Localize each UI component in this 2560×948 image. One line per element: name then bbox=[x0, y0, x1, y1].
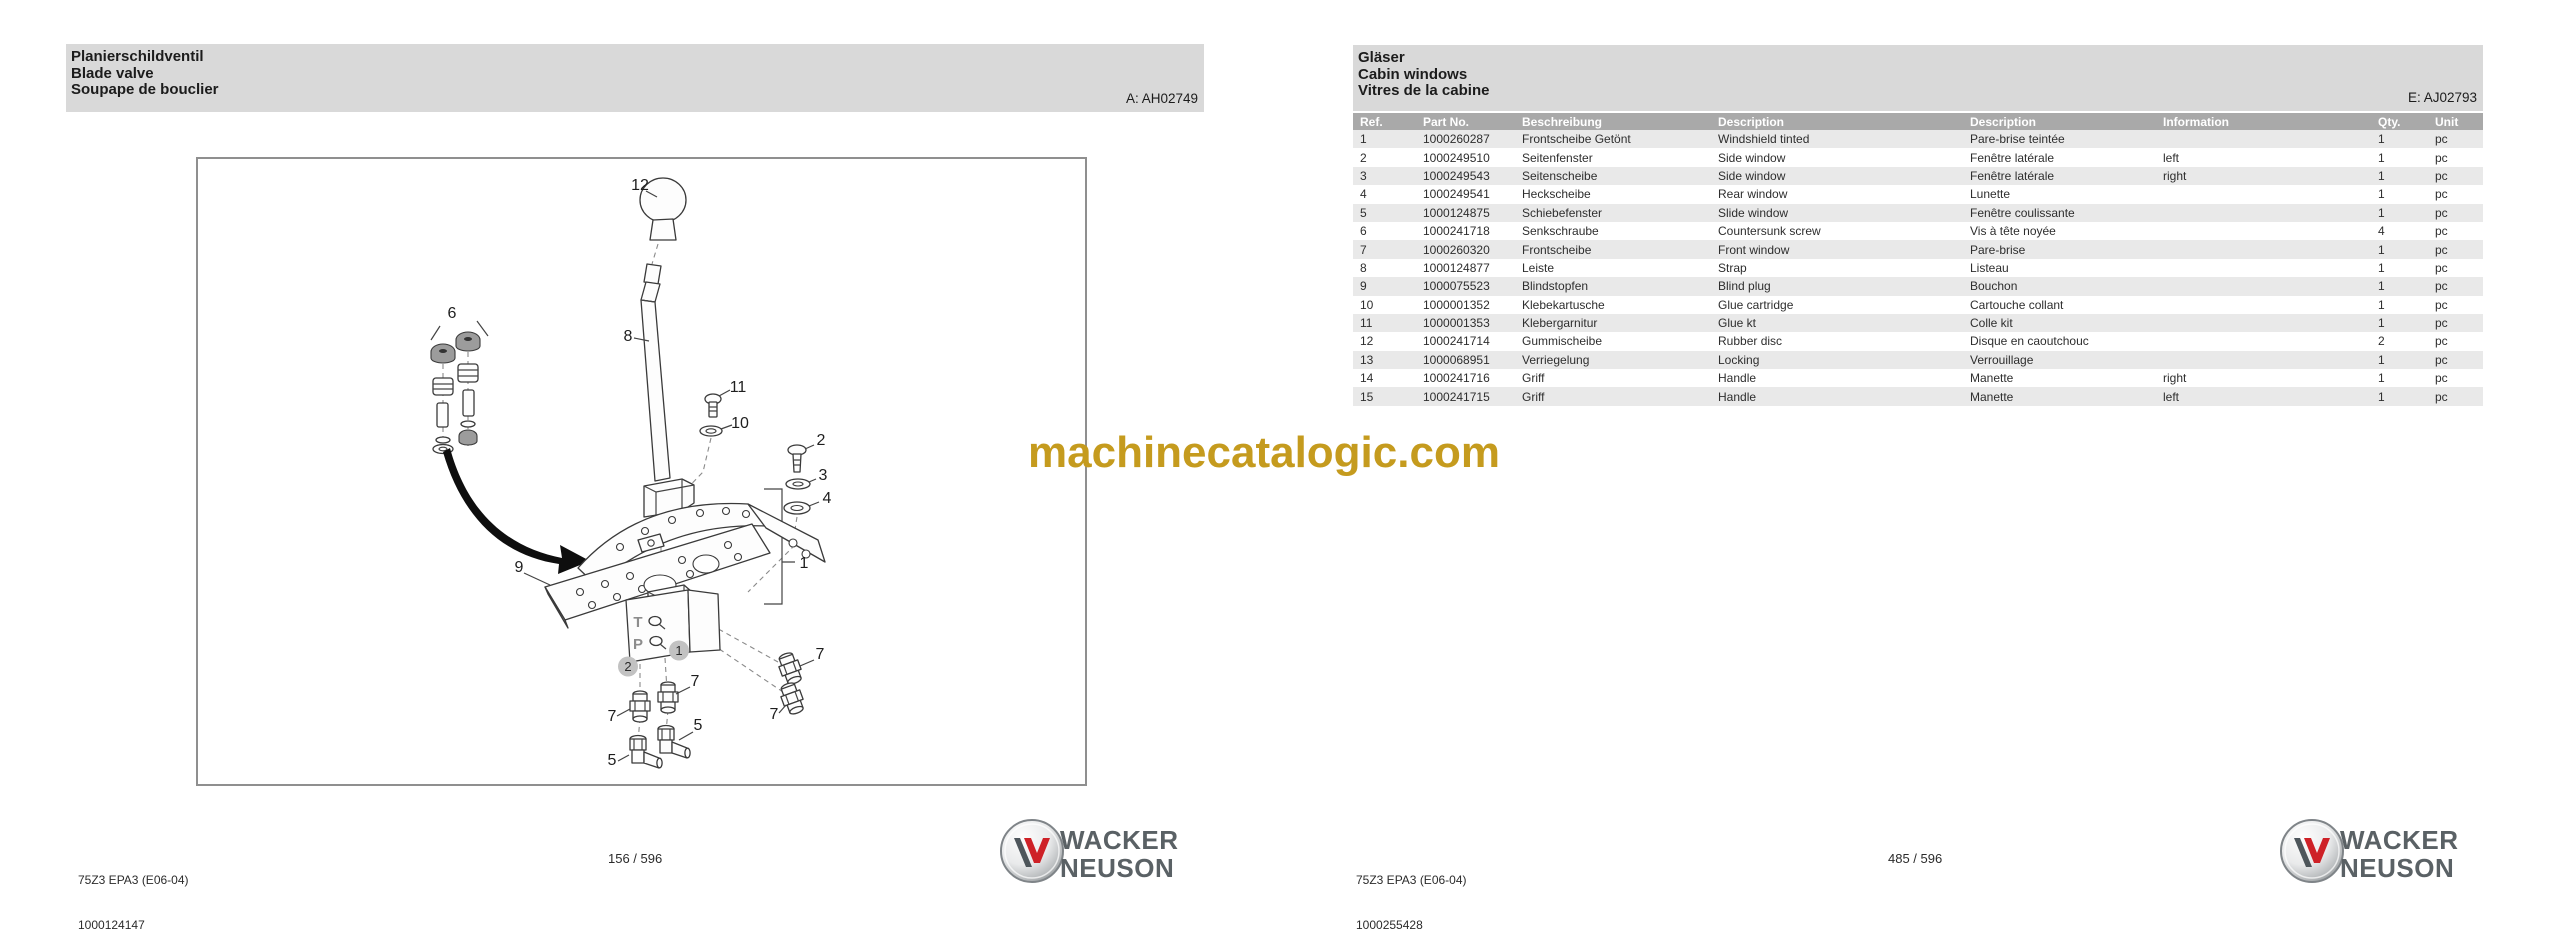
cell-qty: 1 bbox=[2378, 352, 2385, 367]
cell-part-no: 1000075523 bbox=[1423, 279, 1490, 294]
cell-description-en: Side window bbox=[1718, 150, 1786, 165]
cell-unit: pc bbox=[2435, 150, 2448, 165]
left-footer-meta bbox=[78, 843, 189, 948]
cell-ref: 14 bbox=[1360, 371, 1374, 386]
cell-unit: pc bbox=[2435, 205, 2448, 220]
cell-beschreibung: Blindstopfen bbox=[1522, 279, 1589, 294]
title-french: Soupape de bouclier bbox=[71, 81, 219, 98]
cell-qty: 1 bbox=[2378, 371, 2385, 386]
title-french: Vitres de la cabine bbox=[1358, 82, 1490, 99]
table-row bbox=[1353, 277, 2483, 295]
cell-qty: 1 bbox=[2378, 242, 2385, 257]
cell-description-fr: Bouchon bbox=[1970, 279, 2018, 294]
cell-ref: 5 bbox=[1360, 205, 1367, 220]
cell-unit: pc bbox=[2435, 297, 2448, 312]
col-beschreibung: Beschreibung bbox=[1522, 114, 1603, 129]
cell-ref: 10 bbox=[1360, 297, 1374, 312]
svg-text:7: 7 bbox=[607, 708, 617, 725]
model-code: 75Z3 EPA3 (E06-04) bbox=[1356, 873, 1467, 887]
svg-text:7: 7 bbox=[690, 673, 700, 690]
cell-information: right bbox=[2163, 168, 2187, 183]
svg-text:5: 5 bbox=[693, 717, 703, 734]
screw-part bbox=[705, 394, 721, 417]
right-page-titles bbox=[1353, 45, 2483, 100]
cell-description-fr: Disque en caoutchouc bbox=[1970, 334, 2089, 349]
cell-description-en: Locking bbox=[1718, 352, 1760, 367]
cell-description-fr: Manette bbox=[1970, 389, 2014, 404]
cell-part-no: 1000241716 bbox=[1423, 371, 1490, 386]
left-page-title-band bbox=[66, 44, 1204, 112]
cell-qty: 1 bbox=[2378, 132, 2385, 147]
cell-description-fr: Vis à tête noyée bbox=[1970, 224, 2056, 239]
col-description-en: Description bbox=[1718, 114, 1785, 129]
svg-text:10: 10 bbox=[731, 415, 749, 432]
cell-information: right bbox=[2163, 371, 2187, 386]
table-row bbox=[1353, 259, 2483, 277]
cell-description-en: Countersunk screw bbox=[1718, 224, 1821, 239]
right-page-title-band bbox=[1353, 45, 2483, 111]
cell-unit: pc bbox=[2435, 224, 2448, 239]
title-english: Cabin windows bbox=[1358, 65, 1468, 83]
cell-description-fr: Cartouche collant bbox=[1970, 297, 2064, 312]
table-row bbox=[1353, 148, 2483, 166]
table-row bbox=[1353, 387, 2483, 405]
svg-text:T: T bbox=[633, 614, 643, 631]
cell-part-no: 1000249543 bbox=[1423, 168, 1490, 183]
col-ref: Ref. bbox=[1360, 114, 1383, 129]
cell-beschreibung: Griff bbox=[1522, 389, 1545, 404]
cell-beschreibung: Leiste bbox=[1522, 260, 1555, 275]
washer-part bbox=[700, 426, 722, 436]
left-page-titles bbox=[66, 44, 1204, 99]
rubber-mount-stack bbox=[431, 321, 488, 454]
table-row bbox=[1353, 130, 2483, 148]
cell-ref: 9 bbox=[1360, 279, 1367, 294]
wacker-neuson-logo bbox=[2280, 818, 2490, 884]
cell-part-no: 1000068951 bbox=[1423, 352, 1490, 367]
cell-beschreibung: Heckscheibe bbox=[1522, 187, 1591, 202]
cell-ref: 13 bbox=[1360, 352, 1374, 367]
table-row bbox=[1353, 314, 2483, 332]
parts-table-body bbox=[1353, 130, 2483, 406]
logo-badge bbox=[2281, 820, 2343, 882]
col-description-fr: Description bbox=[1970, 114, 2037, 129]
model-code: 75Z3 EPA3 (E06-04) bbox=[78, 873, 189, 887]
cell-qty: 1 bbox=[2378, 260, 2385, 275]
right-page-number: 485 / 596 bbox=[1888, 851, 1943, 866]
cell-description-fr: Verrouillage bbox=[1970, 352, 2034, 367]
table-row bbox=[1353, 369, 2483, 387]
cell-qty: 1 bbox=[2378, 205, 2385, 220]
svg-text:4: 4 bbox=[822, 490, 832, 507]
cell-part-no: 1000260320 bbox=[1423, 242, 1490, 257]
svg-text:8: 8 bbox=[623, 328, 633, 345]
cell-qty: 4 bbox=[2378, 224, 2385, 239]
cell-part-no: 1000241714 bbox=[1423, 334, 1490, 349]
svg-text:12: 12 bbox=[631, 177, 649, 194]
figure-ref-right: E: AJ02793 bbox=[2407, 90, 2477, 105]
figure-ref-left: A: AH02749 bbox=[1125, 91, 1198, 106]
cell-unit: pc bbox=[2435, 371, 2448, 386]
cell-unit: pc bbox=[2435, 242, 2448, 257]
exploded-diagram bbox=[196, 157, 1087, 786]
cell-description-fr: Fenêtre latérale bbox=[1970, 150, 2055, 165]
left-page-number: 156 / 596 bbox=[608, 851, 663, 866]
table-row bbox=[1353, 185, 2483, 203]
cell-description-fr: Fenêtre coulissante bbox=[1970, 205, 2075, 220]
cell-beschreibung: Klebergarnitur bbox=[1522, 316, 1598, 331]
svg-text:5: 5 bbox=[607, 752, 617, 769]
svg-text:1: 1 bbox=[799, 555, 809, 572]
cell-beschreibung: Gummischeibe bbox=[1522, 334, 1603, 349]
cell-ref: 1 bbox=[1360, 132, 1367, 147]
svg-text:1: 1 bbox=[675, 643, 683, 658]
table-row bbox=[1353, 332, 2483, 350]
table-row bbox=[1353, 296, 2483, 314]
table-row bbox=[1353, 167, 2483, 185]
svg-text:P: P bbox=[632, 636, 644, 653]
cell-part-no: 1000241715 bbox=[1423, 389, 1490, 404]
lever-shaft bbox=[641, 264, 694, 517]
cell-qty: 1 bbox=[2378, 187, 2385, 202]
svg-text:7: 7 bbox=[769, 706, 779, 723]
cell-ref: 8 bbox=[1360, 260, 1367, 275]
cell-beschreibung: Frontscheibe Getönt bbox=[1522, 132, 1631, 147]
cell-unit: pc bbox=[2435, 279, 2448, 294]
cell-qty: 1 bbox=[2378, 150, 2385, 165]
cell-unit: pc bbox=[2435, 352, 2448, 367]
cell-ref: 11 bbox=[1360, 316, 1373, 331]
cell-qty: 2 bbox=[2378, 334, 2385, 349]
document-number: 1000124147 bbox=[78, 918, 145, 932]
svg-text:2: 2 bbox=[624, 659, 632, 674]
table-row bbox=[1353, 222, 2483, 240]
col-part-no: Part No. bbox=[1423, 114, 1470, 129]
callout-leaders bbox=[524, 191, 819, 761]
svg-text:2: 2 bbox=[816, 432, 826, 449]
cell-part-no: 1000249510 bbox=[1423, 150, 1490, 165]
cell-qty: 1 bbox=[2378, 168, 2385, 183]
motion-arrow bbox=[443, 448, 590, 574]
logo-brand-line2: NEUSON bbox=[2340, 853, 2455, 883]
cell-part-no: 1000001352 bbox=[1423, 297, 1490, 312]
cell-qty: 1 bbox=[2378, 389, 2385, 404]
cell-description-fr: Listeau bbox=[1970, 260, 2009, 275]
cell-unit: pc bbox=[2435, 168, 2448, 183]
cell-beschreibung: Klebekartusche bbox=[1522, 297, 1605, 312]
cell-description-en: Windshield tinted bbox=[1718, 132, 1810, 147]
svg-text:6: 6 bbox=[447, 305, 457, 322]
cell-description-en: Glue cartridge bbox=[1718, 297, 1794, 312]
cell-description-en: Front window bbox=[1718, 242, 1790, 257]
cell-ref: 2 bbox=[1360, 150, 1367, 165]
cell-part-no: 1000124877 bbox=[1423, 260, 1490, 275]
cell-part-no: 1000241718 bbox=[1423, 224, 1490, 239]
cell-information: left bbox=[2163, 150, 2180, 165]
cell-description-en: Rear window bbox=[1718, 187, 1788, 202]
wacker-neuson-logo bbox=[1000, 818, 1210, 884]
cell-unit: pc bbox=[2435, 389, 2448, 404]
cell-unit: pc bbox=[2435, 132, 2448, 147]
cell-qty: 1 bbox=[2378, 316, 2385, 331]
cell-part-no: 1000260287 bbox=[1423, 132, 1490, 147]
cell-ref: 6 bbox=[1360, 224, 1367, 239]
cell-beschreibung: Seitenscheibe bbox=[1522, 168, 1598, 183]
right-footer-meta bbox=[1356, 843, 1467, 948]
cell-description-fr: Lunette bbox=[1970, 187, 2011, 202]
cell-part-no: 1000124875 bbox=[1423, 205, 1490, 220]
cell-unit: pc bbox=[2435, 316, 2448, 331]
cell-qty: 1 bbox=[2378, 297, 2385, 312]
cell-description-en: Rubber disc bbox=[1718, 334, 1783, 349]
parts-table-header bbox=[1353, 113, 2483, 130]
logo-brand-line1: WACKER bbox=[2340, 825, 2459, 855]
logo-brand-line2: NEUSON bbox=[1060, 853, 1175, 883]
logo-badge bbox=[1001, 820, 1063, 882]
svg-text:7: 7 bbox=[815, 646, 825, 663]
watermark-text: machinecatalogic.com bbox=[1028, 428, 1500, 477]
title-german: Planierschildventil bbox=[71, 48, 204, 65]
cell-part-no: 1000249541 bbox=[1423, 187, 1490, 202]
cell-description-en: Handle bbox=[1718, 389, 1757, 404]
cell-unit: pc bbox=[2435, 334, 2448, 349]
svg-text:9: 9 bbox=[514, 559, 524, 576]
title-german: Gläser bbox=[1358, 49, 1405, 66]
cell-qty: 1 bbox=[2378, 279, 2385, 294]
cell-description-en: Strap bbox=[1718, 260, 1747, 275]
cell-unit: pc bbox=[2435, 260, 2448, 275]
logo-brand-line1: WACKER bbox=[1060, 825, 1179, 855]
cell-ref: 12 bbox=[1360, 334, 1374, 349]
cell-beschreibung: Senkschraube bbox=[1522, 224, 1599, 239]
cell-ref: 7 bbox=[1360, 242, 1367, 257]
screw-part bbox=[788, 445, 806, 472]
cell-description-fr: Fenêtre latérale bbox=[1970, 168, 2055, 183]
table-row bbox=[1353, 351, 2483, 369]
col-information: Information bbox=[2163, 114, 2229, 129]
col-qty: Qty. bbox=[2378, 114, 2401, 129]
cell-description-en: Side window bbox=[1718, 168, 1786, 183]
callout-labels bbox=[448, 177, 832, 769]
cell-description-en: Slide window bbox=[1718, 205, 1789, 220]
cell-description-fr: Pare-brise teintée bbox=[1970, 132, 2065, 147]
cell-ref: 3 bbox=[1360, 168, 1367, 183]
svg-text:11: 11 bbox=[729, 379, 747, 396]
cell-beschreibung: Schiebefenster bbox=[1522, 205, 1603, 220]
col-unit: Unit bbox=[2435, 114, 2459, 129]
cell-beschreibung: Griff bbox=[1522, 371, 1545, 386]
cell-description-fr: Pare-brise bbox=[1970, 242, 2026, 257]
cell-ref: 4 bbox=[1360, 187, 1367, 202]
cell-part-no: 1000001353 bbox=[1423, 316, 1490, 331]
cell-information: left bbox=[2163, 389, 2180, 404]
cell-beschreibung: Frontscheibe bbox=[1522, 242, 1592, 257]
cell-beschreibung: Verriegelung bbox=[1522, 352, 1590, 367]
washer-part bbox=[784, 479, 810, 514]
cell-description-fr: Manette bbox=[1970, 371, 2014, 386]
table-row bbox=[1353, 204, 2483, 222]
cell-description-en: Glue kt bbox=[1718, 316, 1757, 331]
cell-description-fr: Colle kit bbox=[1970, 316, 2013, 331]
cell-description-en: Handle bbox=[1718, 371, 1757, 386]
cell-beschreibung: Seitenfenster bbox=[1522, 150, 1593, 165]
document-number: 1000255428 bbox=[1356, 918, 1423, 932]
title-english: Blade valve bbox=[71, 64, 154, 82]
svg-text:3: 3 bbox=[818, 467, 828, 484]
cell-description-en: Blind plug bbox=[1718, 279, 1771, 294]
cell-unit: pc bbox=[2435, 187, 2448, 202]
table-row bbox=[1353, 240, 2483, 258]
cell-ref: 15 bbox=[1360, 389, 1374, 404]
